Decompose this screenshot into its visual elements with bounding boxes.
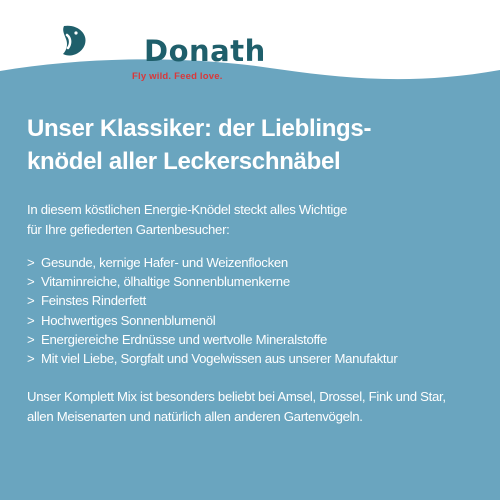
outro-line: allen Meisenarten und natürlich allen anderen Gartenvögeln. [27,409,363,425]
bullet-icon: > [27,351,35,367]
feature-text: Energiereiche Erdnüsse und wertvolle Mineralstoffe [41,331,328,347]
feature-text: Vitaminreiche, ölhaltige Sonnenblumenkerne [41,274,290,290]
list-item [27,253,477,272]
intro-line: In diesem köstlichen Energie-Knödel steckt alles Wichtige [27,202,348,217]
intro-line: für Ihre gefiederten Gartenbesucher: [27,222,230,237]
bullet-icon: > [27,255,35,270]
feature-text: Feinstes Rinderfett [41,293,146,309]
bullet-icon: > [27,293,35,309]
list-item [27,349,477,368]
product-description [27,112,477,427]
bullet-icon: > [27,274,35,290]
list-item [27,291,477,310]
list-item [27,272,477,291]
intro-paragraph [27,200,477,240]
list-item [27,311,477,330]
brand-logo [58,20,266,82]
title-line: Unser Klassiker: der Lieblings- [27,115,372,142]
brand-tagline: Fly wild. Feed love. [132,71,223,82]
outro-line: Unser Komplett Mix ist besonders beliebt bei Amsel, Drossel, Fink und Star, [27,389,446,405]
feature-list [27,253,477,368]
feature-text: Hochwertiges Sonnenblumenöl [41,312,216,328]
bird-icon [58,20,88,60]
feature-text: Mit viel Liebe, Sorgfalt und Vogelwissen aus unserer Manufaktur [41,351,398,367]
page-title [27,112,477,178]
bullet-icon: > [27,331,35,347]
title-line: knödel aller Leckerschnäbel [27,148,341,175]
bullet-icon: > [27,312,35,328]
feature-text: Gesunde, kernige Hafer- und Weizenflocken [41,255,288,270]
list-item [27,330,477,349]
brand-name: Donath [144,34,266,68]
closing-paragraph [27,387,477,427]
